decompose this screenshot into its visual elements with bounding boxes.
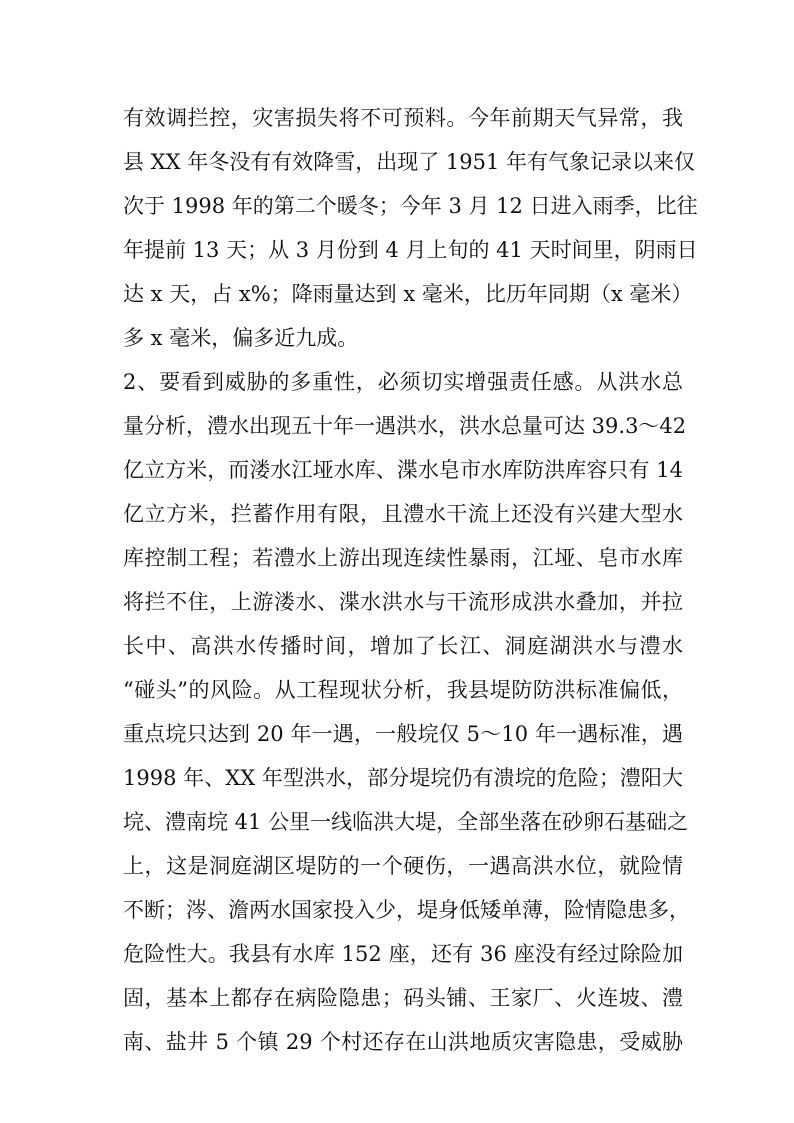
text-line: 年提前 13 天；从 3 月份到 4 月上旬的 41 天时间里，阴雨日: [123, 238, 698, 262]
text-line: 固，基本上都存在病险隐患；码头铺、王家厂、火连坡、澧: [123, 986, 683, 1010]
text-line: 亿立方米，而溇水江垭水库、渫水皂市水库防洪库容只有 14: [123, 458, 683, 482]
text-line: 达 x 天，占 x%；降雨量达到 x 毫米，比历年同期（x 毫米）: [123, 282, 693, 306]
body-text: [123, 96, 698, 1064]
text-line: 次于 1998 年的第二个暖冬；今年 3 月 12 日进入雨季，比往: [123, 194, 698, 218]
text-line: 上，这是洞庭湖区堤防的一个硬伤，一遇高洪水位，就险情: [123, 854, 683, 878]
text-line: 危险性大。我县有水库 152 座，还有 36 座没有经过除险加: [123, 942, 683, 966]
text-line: 长中、高洪水传播时间，增加了长江、洞庭湖洪水与澧水: [123, 634, 683, 658]
text-line: 将拦不住，上游溇水、渫水洪水与干流形成洪水叠加，并拉: [123, 590, 683, 614]
text-line: 1998 年、XX 年型洪水，部分堤垸仍有溃垸的危险；澧阳大: [123, 766, 683, 790]
text-line: 有效调拦控，灾害损失将不可预料。今年前期天气异常，我: [123, 106, 683, 130]
text-line: “碰头”的风险。从工程现状分析，我县堤防防洪标准偏低，: [123, 678, 683, 702]
text-line: 2、要看到威胁的多重性，必须切实增强责任感。从洪水总: [123, 370, 683, 394]
text-line: 亿立方米，拦蓄作用有限，且澧水干流上还没有兴建大型水: [123, 502, 683, 526]
text-line: 重点垸只达到 20 年一遇，一般垸仅 5～10 年一遇标准，遇: [123, 722, 683, 746]
text-line: 垸、澧南垸 41 公里一线临洪大堤，全部坐落在砂卵石基础之: [123, 810, 689, 834]
text-line: 不断；涔、澹两水国家投入少，堤身低矮单薄，险情隐患多，: [123, 898, 690, 922]
text-line: 南、盐井 5 个镇 29 个村还存在山洪地质灾害隐患，受威胁: [123, 1030, 683, 1054]
text-line: 多 x 毫米，偏多近九成。: [123, 326, 359, 350]
text-line: 县 XX 年冬没有有效降雪，出现了 1951 年有气象记录以来仅: [123, 150, 696, 174]
text-line: 库控制工程；若澧水上游出现连续性暴雨，江垭、皂市水库: [123, 546, 683, 570]
text-line: 量分析，澧水出现五十年一遇洪水，洪水总量可达 39.3～42: [123, 414, 687, 438]
